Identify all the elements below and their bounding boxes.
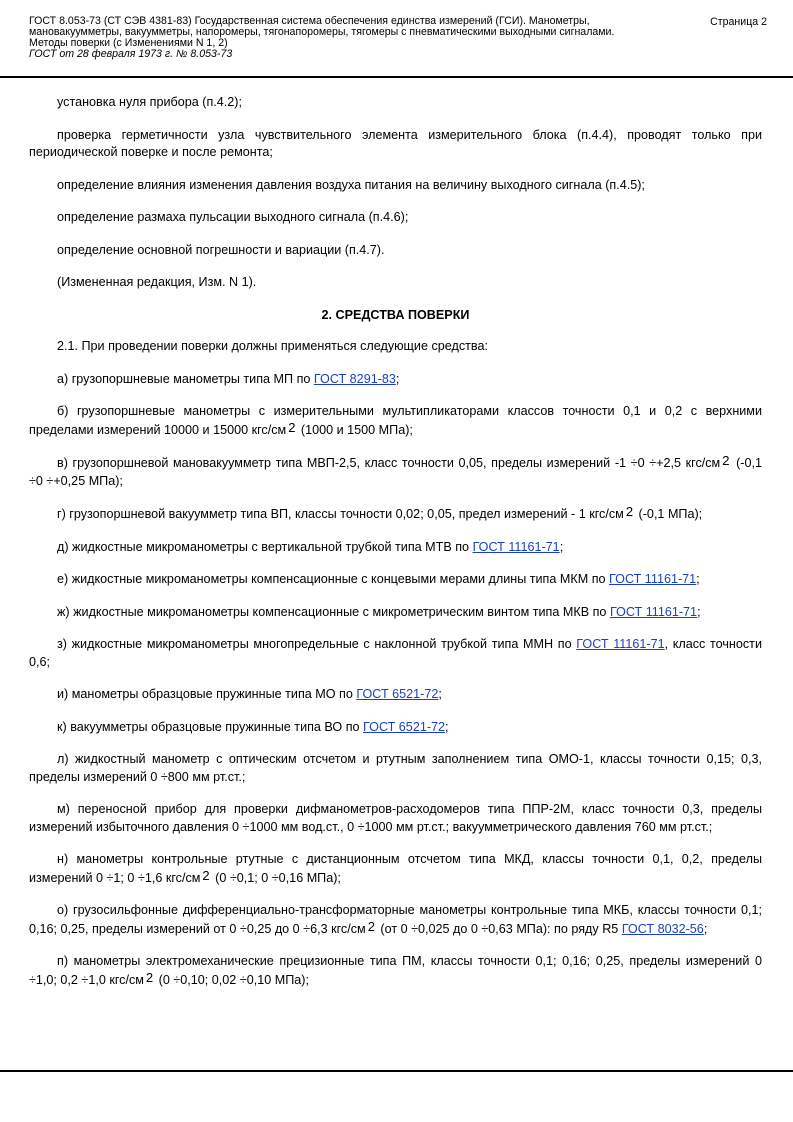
item-text-end: (-0,1 ÷0 ÷+0,25 МПа); bbox=[29, 456, 762, 488]
item-text: д) жидкостные микроманометры с вертикальной трубкой типа МТВ по bbox=[57, 539, 473, 554]
paragraph: определение влияния изменения давления воздуха питания на величину выходного сигнала (п.4.5); bbox=[57, 177, 645, 192]
superscript: 2 bbox=[625, 504, 634, 519]
document-body bbox=[29, 94, 762, 1004]
paragraph: определение размаха пульсации выходного сигнала (п.4.6); bbox=[57, 210, 409, 224]
paragraph: установка нуля прибора (п.4.2); bbox=[57, 95, 242, 109]
item-text-end: , класс точности 0,6; bbox=[29, 637, 762, 669]
superscript: 2 bbox=[145, 969, 154, 985]
gost-link[interactable]: ГОСТ 11161-71 bbox=[472, 539, 560, 554]
superscript: 2 bbox=[722, 453, 730, 468]
list-item-b bbox=[29, 403, 762, 439]
document-header bbox=[29, 16, 767, 76]
item-text: ж) жидкостные микроманометры компенсационные с микрометрическим винтом типа МКВ по bbox=[57, 604, 610, 619]
item-text-end: ; bbox=[438, 687, 442, 701]
gost-link[interactable]: ГОСТ 11161-71 bbox=[609, 572, 697, 586]
paragraph: проверка герметичности узла чувствительного элемента измерительного блока (п.4.4), проводят только при периодической поверке и после ремонта; bbox=[29, 127, 762, 159]
item-text: е) жидкостные микроманометры компенсационные с концевыми мерами длины типа МКМ по bbox=[57, 572, 610, 586]
item-text-end: (1000 и 1500 МПа); bbox=[297, 422, 413, 437]
item-text-end: ; bbox=[696, 572, 700, 586]
paragraph: 2.1. При проведении поверки должны применяться следующие средства: bbox=[57, 339, 488, 353]
list-item-g bbox=[29, 505, 762, 524]
gost-link[interactable]: ГОСТ 6521-72 bbox=[363, 719, 446, 734]
header-title-line-2: мановакуумметры, вакуумметры, напоромеры, тягонапоромеры, тягомеры с пневматическими выходными сигналами. bbox=[29, 26, 615, 38]
list-item-d bbox=[29, 539, 762, 557]
item-text-end: ; bbox=[559, 539, 564, 554]
list-item-a bbox=[29, 371, 762, 389]
footer-divider bbox=[0, 1070, 793, 1072]
amendment-note: (Измененная редакция, Изм. N 1). bbox=[57, 275, 257, 289]
item-text-end: ; bbox=[703, 921, 708, 936]
gost-link[interactable]: ГОСТ 11161-71 bbox=[576, 637, 665, 651]
list-item-k bbox=[29, 719, 762, 737]
list-item-zh bbox=[29, 604, 762, 622]
header-divider bbox=[0, 76, 793, 78]
list-item-p bbox=[29, 953, 762, 989]
list-item-m: м) переносной прибор для проверки дифманометров-расходомеров типа ППР-2М, класс точности 0,3, пределы измерений избыточного давления 0 ÷1000 мм вод.ст., 0 ÷1000 мм рт.ст.; вакуумметрического давления 760 мм рт.ст.; bbox=[29, 802, 762, 834]
page-number: Страница 2 bbox=[710, 16, 767, 28]
gost-link[interactable]: ГОСТ 8032-56 bbox=[621, 921, 704, 936]
item-text: н) манометры контрольные ртутные с дистанционным отсчетом типа МКД, классы точности 0,1, 0,2, пределы измерений 0 ÷1; 0 ÷1,6 кгс/см bbox=[29, 852, 762, 885]
header-title-line-3: Методы поверки (с Изменениями N 1, 2) bbox=[29, 37, 228, 49]
item-text-end: ; bbox=[445, 719, 449, 734]
superscript: 2 bbox=[202, 867, 210, 883]
item-text-end: (0 ÷0,1; 0 ÷0,16 МПа); bbox=[211, 870, 341, 885]
item-text: п) манометры электромеханические прецизионные типа ПМ, классы точности 0,1; 0,16; 0,25, пределы измерений 0 ÷1,0; 0,2 ÷1,0 кгс/см bbox=[29, 954, 762, 987]
item-text-end: ; bbox=[697, 604, 701, 619]
document-title-block bbox=[29, 16, 669, 60]
item-text: к) вакуумметры образцовые пружинные типа ВО по bbox=[57, 719, 364, 734]
item-text: г) грузопоршневой вакуумметр типа ВП, классы точности 0,02; 0,05, предел измерений - 1 кгс/см bbox=[57, 507, 624, 521]
list-item-z bbox=[29, 636, 762, 671]
superscript: 2 bbox=[288, 419, 296, 435]
gost-link[interactable]: ГОСТ 8291-83 bbox=[313, 371, 396, 386]
item-text: з) жидкостные микроманометры многопредельные с наклонной трубкой типа ММН по bbox=[57, 637, 577, 651]
superscript: 2 bbox=[367, 918, 375, 934]
gost-link[interactable]: ГОСТ 6521-72 bbox=[356, 687, 439, 701]
list-item-i bbox=[29, 686, 762, 704]
item-text: в) грузопоршневой мановакуумметр типа МВП-2,5, класс точности 0,05, пределы измерений -1 ÷0 ÷+2,5 кгс/см bbox=[57, 456, 721, 470]
list-item-o bbox=[29, 902, 762, 938]
item-text: о) грузосильфонные дифференциально-трансформаторные манометры контрольные типа МКБ, классы точности 0,1; 0,16; 0,25, пределы измерений от 0 ÷0,25 до 0 ÷6,3 кгс/см bbox=[29, 903, 762, 936]
list-item-n bbox=[29, 851, 762, 887]
section-heading: 2. СРЕДСТВА ПОВЕРКИ bbox=[321, 307, 470, 322]
header-title-line-1: ГОСТ 8.053-73 (СТ СЭВ 4381-83) Государственная система обеспечения единства измерений (ГСИ). Манометры, bbox=[29, 15, 590, 27]
list-item-l: л) жидкостный манометр с оптическим отсчетом и ртутным заполнением типа ОМО-1, классы точности 0,15; 0,3, пределы измерений 0 ÷800 мм рт.ст.; bbox=[29, 752, 762, 784]
header-date-line: ГОСТ от 28 февраля 1973 г. № 8.053-73 bbox=[29, 48, 233, 60]
paragraph: определение основной погрешности и вариации (п.4.7). bbox=[57, 242, 385, 257]
item-text: а) грузопоршневые манометры типа МП по bbox=[57, 371, 314, 386]
item-text: б) грузопоршневые манометры с измерительными мультипликаторами классов точности 0,1 и 0,2 с верхними пределами измерений 10000 и 15000 кгс/см bbox=[29, 404, 762, 437]
item-text-end: (0 ÷0,10; 0,02 ÷0,10 МПа); bbox=[155, 972, 309, 987]
list-item-v bbox=[29, 454, 762, 490]
item-text-mid: (от 0 ÷0,025 до 0 ÷0,63 МПа): по ряду R5 bbox=[376, 921, 622, 936]
list-item-e bbox=[29, 571, 762, 589]
gost-link[interactable]: ГОСТ 11161-71 bbox=[609, 604, 698, 619]
item-text-end: ; bbox=[395, 371, 400, 386]
item-text: и) манометры образцовые пружинные типа МО по bbox=[57, 687, 357, 701]
item-text-end: (-0,1 МПа); bbox=[635, 507, 703, 521]
